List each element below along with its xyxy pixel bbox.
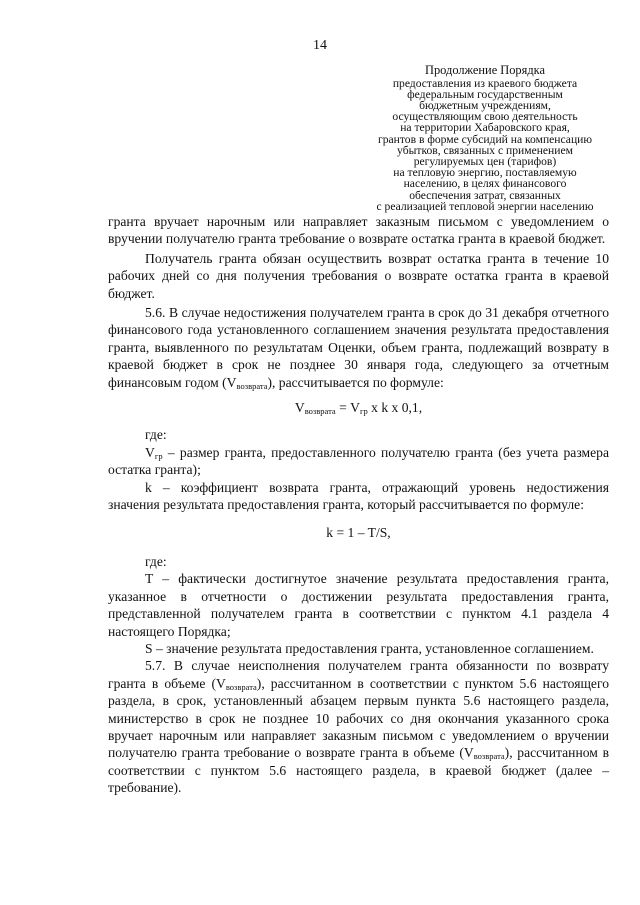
formula-part: = V bbox=[335, 400, 360, 416]
formula-return-volume bbox=[108, 399, 609, 416]
definition-vgr bbox=[108, 444, 609, 479]
paragraph-text: ), рассчитанном в соответствии с пунктом 5.6 настоящего раздела, в срок, установленный абзацем первым пункта 5.6 настоящего раздела, министерство в срок не позднее 10 рабочих со дня окончания указанного срока вручает нарочным или направляет заказным письмом с уведомлением о вручении получателю гранта требование о возврате гранта в объеме (V bbox=[108, 675, 609, 761]
subscript: возврата bbox=[473, 751, 505, 762]
subscript: гр bbox=[154, 450, 163, 461]
formula-k: k = 1 – T/S, bbox=[326, 524, 391, 540]
subscript: возврата bbox=[225, 681, 257, 692]
header-line: регулируемых цен (тарифов) bbox=[413, 154, 557, 168]
paragraph-5-7 bbox=[108, 657, 609, 796]
header-line: населению, в целях финансового bbox=[403, 177, 567, 191]
header-line: убытков, связанных с применением bbox=[397, 143, 573, 157]
header-line: грантов в форме субсидий на компенсацию bbox=[377, 132, 593, 146]
appendix-header bbox=[350, 64, 620, 212]
formula-part: x k x 0,1, bbox=[367, 400, 423, 416]
definition-t: T – фактически достигнутое значение результата предоставления гранта, указанное в отчетности о достижении результата предоставления гранта, представленной получателем гранта в соответствии с пунктом 4.1 раздела 4 настоящего Порядка; bbox=[108, 571, 609, 639]
header-line: на тепловую энергию, поставляемую bbox=[393, 166, 577, 180]
where-label: где: bbox=[145, 427, 167, 443]
subscript: возврата bbox=[236, 380, 268, 391]
document-body bbox=[108, 213, 609, 797]
paragraph-text: ), рассчитывается по формуле: bbox=[267, 374, 444, 390]
formula-part: V bbox=[294, 400, 305, 416]
paragraph-return-demand: гранта вручает нарочным или направляет заказным письмом с уведомлением о вручении получателю гранта требование о возврате остатка гранта в краевой бюджет. bbox=[108, 214, 609, 247]
paragraph-return-deadline: Получатель гранта обязан осуществить возврат остатка гранта в течение 10 рабочих дней со дня получения требования о возврате остатка гранта в краевой бюджет. bbox=[108, 250, 609, 301]
paragraph-text: ), рассчитанном в соответствии с пунктом 5.6 настоящего раздела, в краевой бюджет (далее – требование). bbox=[108, 745, 609, 796]
header-line: осуществляющим свою деятельность bbox=[392, 110, 578, 124]
definition-symbol: V bbox=[145, 444, 155, 460]
page-number: 14 bbox=[313, 38, 327, 53]
header-line: Продолжение Порядка bbox=[425, 63, 545, 77]
subscript: гр bbox=[359, 406, 368, 417]
definition-k: k – коэффициент возврата гранта, отражающий уровень недостижения значения результата предоставления гранта, который рассчитывается по формуле: bbox=[108, 479, 609, 513]
header-line: федеральным государственным bbox=[407, 87, 563, 101]
definition-text: – размер гранта, предоставленного получателю гранта (без учета размера остатка гранта); bbox=[108, 444, 609, 478]
paragraph-text: 5.6. В случае недостижения получателем гранта в срок до 31 декабря отчетного финансового года установленного соглашением значения результата предоставления гранта, выявленного по результатам Оценки, объем гранта, подлежащий возврату в краевой бюджет в срок не позднее 30 января года, следующего за отчетным финансовым годом (V bbox=[108, 305, 609, 390]
subscript: возврата bbox=[304, 406, 336, 417]
header-line: с реализацией тепловой энергии населению bbox=[376, 199, 594, 213]
where-label: где: bbox=[145, 553, 167, 569]
header-line: обеспечения затрат, связанных bbox=[409, 188, 561, 202]
paragraph-text: 5.7. В случае неисполнения получателем гранта обязанности по возврату гранта в объеме (V bbox=[108, 658, 609, 691]
definition-s: S – значение результата предоставления гранта, установленное соглашением. bbox=[145, 640, 594, 656]
paragraph-5-6 bbox=[108, 304, 609, 391]
header-line: бюджетным учреждениям, bbox=[419, 98, 551, 112]
header-line: на территории Хабаровского края, bbox=[400, 121, 570, 135]
header-line: предоставления из краевого бюджета bbox=[392, 76, 578, 90]
